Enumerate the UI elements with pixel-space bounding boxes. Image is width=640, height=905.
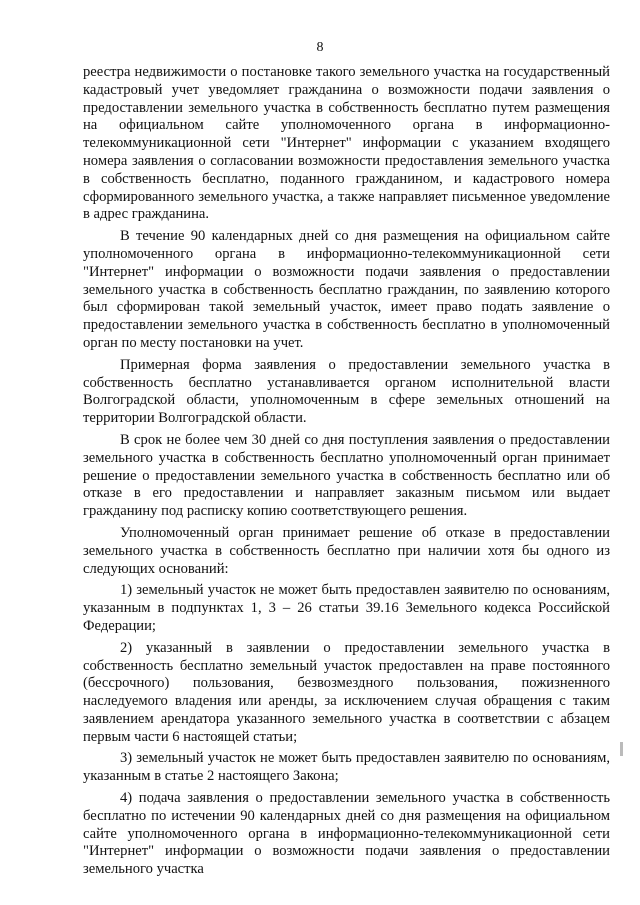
paragraph: Уполномоченный орган принимает решение об отказе в предоставлении земельного участка в собственность бесплатно при наличии хотя бы одного из следующих оснований: <box>83 524 610 577</box>
paragraph-continuation: реестра недвижимости о постановке такого земельного участка на государственный кадастровый учет уведомляет гражданина о возможности подачи заявления о предоставлении земельного участка в собственность бесплатно путем размещения на официальном сайте уполномоченного органа в информационно-телекоммуникационной сети "Интернет" информации с указанием входящего номера заявления о согласовании возможности предоставления земельного участка в собственность бесплатно, поданного гражданином, и кадастрового номера сформированного земельного участка, а также направляет письменное уведомление в адрес гражданина. <box>83 64 610 223</box>
paragraph: В течение 90 календарных дней со дня размещения на официальном сайте уполномоченного органа в информационно-телекоммуникационной сети "Интернет" информации о возможности подачи заявления о предоставлении земельного участка в собственность бесплатно гражданин, по заявлению которого был сформирован такой земельный участок, имеет право подать заявление о предоставлении земельного участка в собственность бесплатно в уполномоченный орган по месту постановки на учет. <box>83 228 610 351</box>
list-item: 1) земельный участок не может быть предоставлен заявителю по основаниям, указанным в подпунктах 1, 3 – 26 статьи 39.16 Земельного кодекса Российской Федерации; <box>83 582 610 634</box>
paragraph: Примерная форма заявления о предоставлении земельного участка в собственность бесплатно устанавливается органом исполнительной власти Волгоградской области, уполномоченным в сфере земельных отношений на территории Волгоградской области. <box>83 356 610 427</box>
list-item: 4) подача заявления о предоставлении земельного участка в собственность бесплатно по истечении 90 календарных дней со дня размещения на официальном сайте уполномоченного органа в информационно-телекоммуникационной сети "Интернет" информации о возможности подачи заявления о предоставлении земельного участка <box>83 790 610 878</box>
page-number: 8 <box>316 40 324 55</box>
scan-margin-mark <box>620 742 623 756</box>
paragraph: В срок не более чем 30 дней со дня поступления заявления о предоставлении земельного участка в собственность бесплатно уполномоченный орган принимает решение о предоставлении земельного участка в собственность бесплатно или об отказе в его предоставлении и направляет заказным письмом или выдает гражданину под расписку копию соответствующего решения. <box>83 431 610 520</box>
list-item: 3) земельный участок не может быть предоставлен заявителю по основаниям, указанным в статье 2 настоящего Закона; <box>83 750 610 785</box>
list-item: 2) указанный в заявлении о предоставлении земельного участка в собственность бесплатно земельный участок предоставлен на праве постоянного (бессрочного) пользования, безвозмездного пользования, пожизненного наследуемого владения или аренды, за исключением случая обращения с таким заявлением арендатора указанного земельного участка в соответствии с абзацем первым части 6 настоящей статьи; <box>83 639 610 745</box>
document-body <box>83 64 610 883</box>
